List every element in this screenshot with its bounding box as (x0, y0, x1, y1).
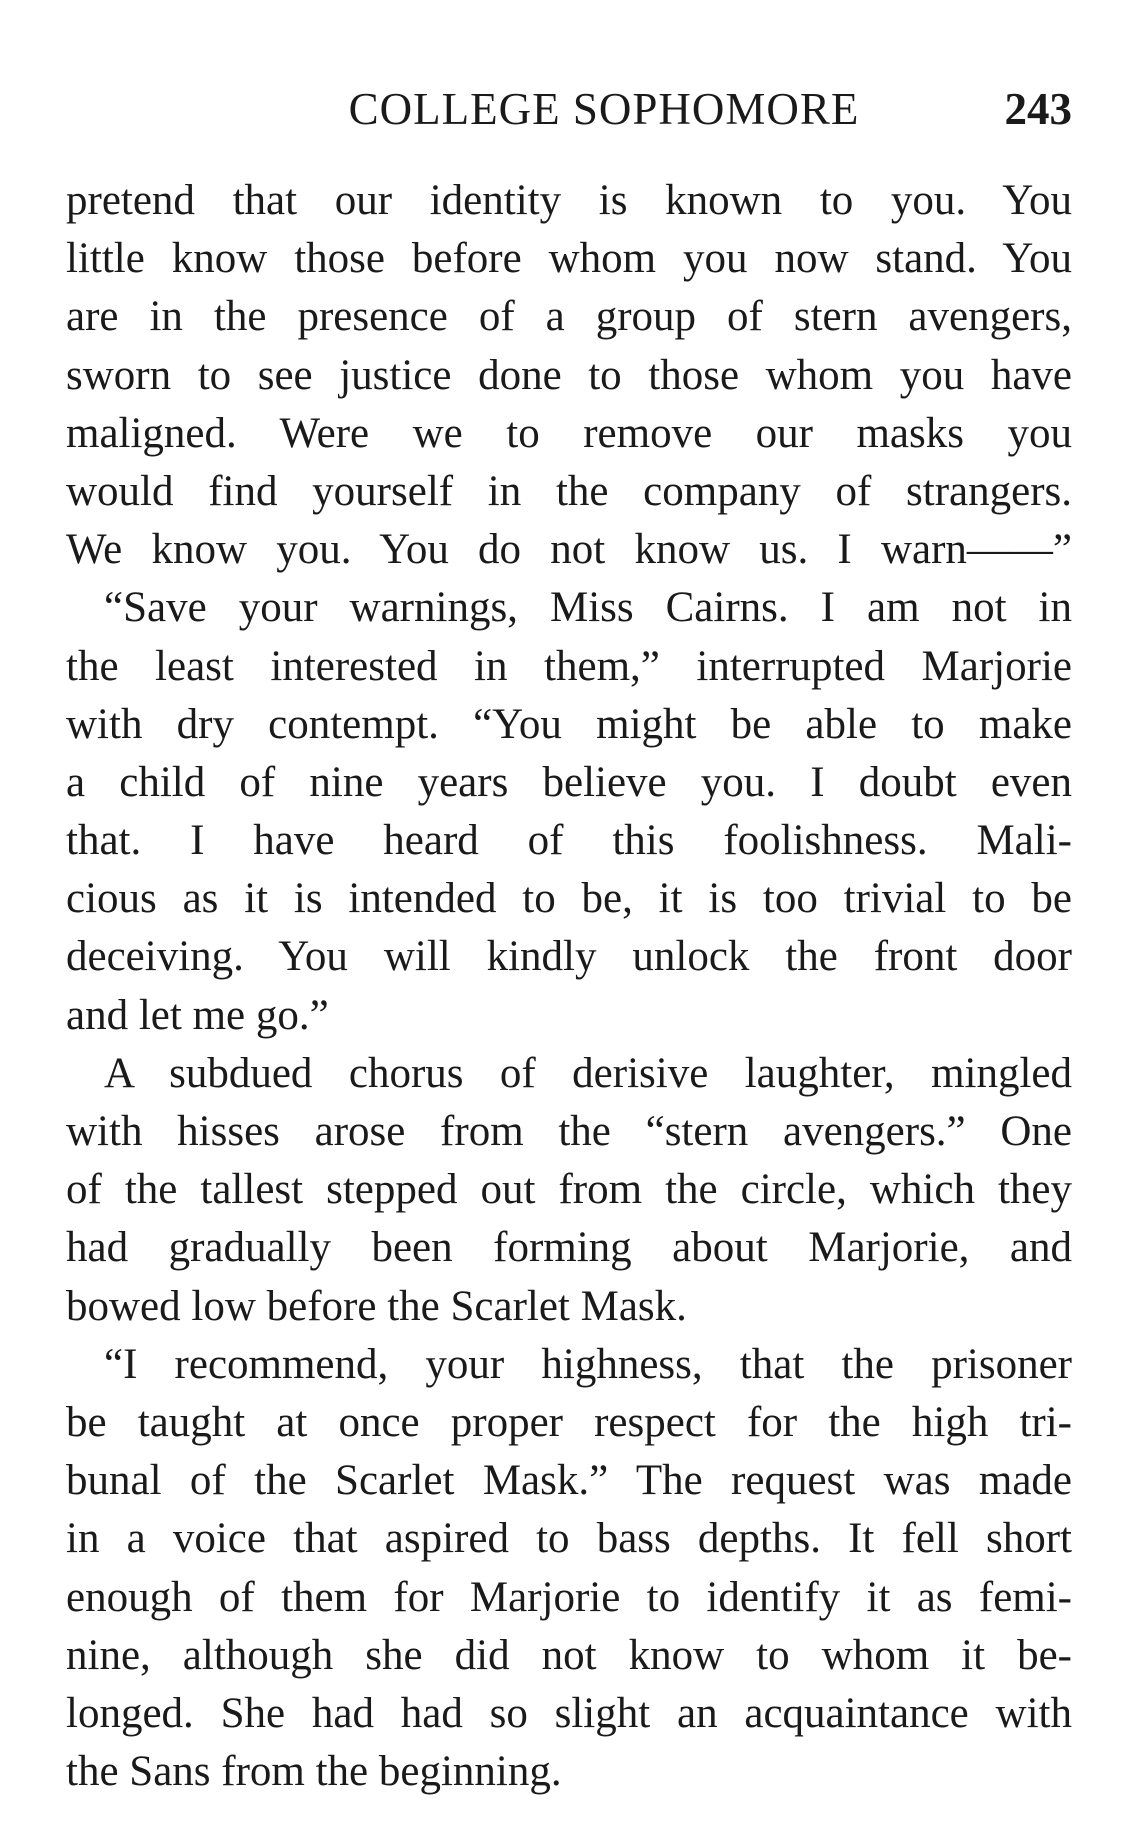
text-line: of the tallest stepped out from the circle, which they (66, 1166, 1072, 1214)
text-line: bowed low before the Scarlet Mask. (66, 1282, 687, 1330)
text-line: be taught at once proper respect for the high tri- (66, 1398, 1072, 1446)
text-line: bunal of the Scarlet Mask.” The request was made (66, 1457, 1072, 1505)
running-head (66, 82, 1072, 136)
text-line: longed. She had had so slight an acquaintance with (66, 1689, 1072, 1737)
text-line: cious as it is intended to be, it is too trivial to be (66, 875, 1072, 923)
text-line: a child of nine years believe you. I doubt even (66, 758, 1072, 806)
text-line: maligned. Were we to remove our masks you (66, 409, 1072, 457)
text-line: We know you. You do not know us. I warn——” (66, 526, 1072, 574)
text-line: little know those before whom you now stand. You (66, 235, 1072, 283)
text-line: deceiving. You will kindly unlock the front door (66, 933, 1072, 981)
running-title: COLLEGE SOPHOMORE (348, 84, 860, 134)
text-line: that. I have heard of this foolishness. Mali- (66, 817, 1072, 865)
text-line: sworn to see justice done to those whom you have (66, 351, 1072, 399)
text-line: with hisses arose from the “stern avengers.” One (66, 1108, 1072, 1155)
text-line: “I recommend, your highness, that the prisoner (104, 1340, 1072, 1388)
text-line: “Save your warnings, Miss Cairns. I am not in (104, 584, 1072, 632)
text-line: enough of them for Marjorie to identify it as femi- (66, 1573, 1072, 1621)
text-line: A subdued chorus of derisive laughter, mingled (104, 1049, 1072, 1097)
text-line: the least interested in them,” interrupted Marjorie (66, 642, 1072, 690)
text-line: would find yourself in the company of strangers. (66, 467, 1072, 515)
text-line: the Sans from the beginning. (66, 1748, 562, 1796)
text-line: in a voice that aspired to bass depths. It fell short (66, 1515, 1072, 1563)
body-text (66, 172, 1072, 1801)
text-line: with dry contempt. “You might be able to make (66, 700, 1072, 748)
text-line: are in the presence of a group of stern avengers, (66, 293, 1072, 341)
text-line: and let me go.” (66, 991, 329, 1039)
text-line: had gradually been forming about Marjorie, and (66, 1224, 1072, 1272)
text-line: nine, although she did not know to whom it be- (66, 1631, 1072, 1679)
page-number: 243 (1004, 84, 1072, 134)
text-line: pretend that our identity is known to you. You (66, 177, 1072, 224)
